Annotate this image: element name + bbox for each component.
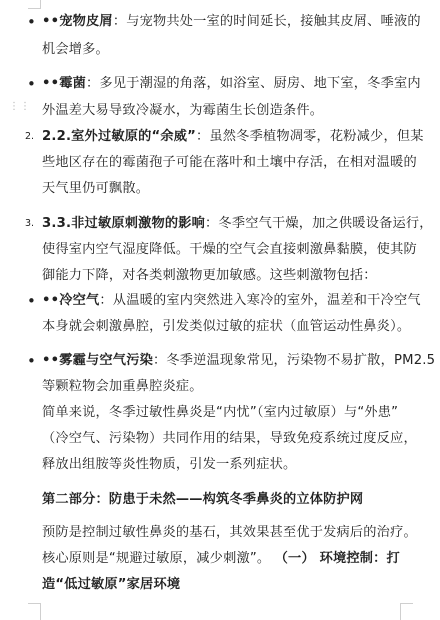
list-item-text: 本身就会刺激鼻腔，引发类似过敏的症状（血管运动性鼻炎）。 — [42, 319, 411, 334]
summary-paragraph-line: 简单来说，冬季过敏性鼻炎是“内忧”（室内过敏原）与“外患” — [42, 405, 399, 420]
summary-paragraph-line: （冷空气、污染物）共同作用的结果，导致免疫系统过度反应， — [42, 431, 417, 446]
list-item-text: 机会增多。 — [42, 42, 109, 57]
list-item-text: ：与宠物共处一室的时间延长，接触其皮屑、唾液的 — [112, 14, 421, 29]
list-item-line — [42, 180, 149, 198]
intro-paragraph-line — [42, 550, 400, 568]
intro-paragraph-line: 预防是控制过敏性鼻炎的基石，其效果甚至优于发病后的治疗。 — [42, 525, 417, 540]
list-bullet: • — [27, 352, 36, 370]
list-item-text: 外温差大易导致冷凝水，为霉菌生长创造条件。 — [42, 103, 324, 118]
page-corner-mark — [28, 0, 41, 9]
list-item-line — [42, 154, 417, 172]
list-item-line — [42, 75, 421, 93]
list-item-text: ：从温暖的室内突然进入寒冷的室外，温差和干冷空气 — [99, 293, 421, 308]
drag-handle-icon[interactable]: ⋮⋮ — [9, 101, 31, 112]
list-number: 3. — [25, 218, 35, 229]
intro-text: 核心原则是“规避过敏原，减少刺激”。 — [42, 551, 271, 566]
list-item-text: ：冬季逆温现象常见，污染物不易扩散，PM2.5 — [152, 353, 436, 368]
list-item-text: ：虽然冬季植物凋零，花粉减少，但某 — [196, 129, 424, 144]
list-item-term: ••宠物皮屑 — [42, 14, 113, 29]
list-item-term: ••霉菌 — [42, 76, 87, 91]
list-item-text: 些地区存在的霉菌孢子可能在落叶和土壤中存活，在相对温暖的 — [42, 155, 417, 170]
list-bullet: • — [27, 75, 36, 93]
list-bullet: • — [27, 13, 36, 31]
list-item-line — [42, 267, 377, 285]
list-item-text: 御能力下降，对各类刺激物更加敏感。这些刺激物包括： — [42, 268, 377, 283]
page-corner-mark — [28, 603, 41, 620]
list-item-term: ••冷空气 — [42, 293, 100, 308]
list-item-line — [42, 102, 323, 120]
page-corner-mark — [400, 603, 413, 620]
subheading: 造“低过敏原”家居环境 — [42, 577, 181, 592]
list-item-line — [42, 318, 410, 336]
section-heading: 第二部分：防患于未然——构筑冬季鼻炎的立体防护网 — [42, 492, 364, 507]
list-item-text: 等颗粒物会加重鼻腔炎症。 — [42, 379, 203, 394]
list-item-line — [42, 13, 421, 31]
list-item-text: 使得室内空气湿度降低。干燥的空气会直接刺激鼻黏膜，使其防 — [42, 242, 417, 257]
list-item-line — [42, 41, 109, 59]
subheading: （一） 环境控制：打 — [274, 551, 400, 566]
list-number: 2. — [25, 131, 35, 142]
list-item-line — [42, 128, 424, 146]
list-item-text: ：多见于潮湿的角落，如浴室、厨房、地下室，冬季室内 — [86, 76, 421, 91]
summary-paragraph-line: 释放出组胺等炎性物质，引发一系列症状。 — [42, 457, 297, 472]
list-item-line — [42, 378, 203, 396]
list-item-term: 3.3.非过敏原刺激物的影响 — [42, 216, 206, 231]
list-bullet: • — [27, 292, 36, 310]
list-item-text: ：冬季空气干燥，加之供暖设备运行， — [205, 216, 433, 231]
list-item-line — [42, 215, 433, 233]
list-item-line — [42, 292, 421, 310]
list-item-line — [42, 241, 417, 259]
list-item-line — [42, 352, 435, 370]
list-item-term: ••雾霾与空气污染 — [42, 353, 153, 368]
list-item-term: 2.2.室外过敏原的“余威” — [42, 129, 197, 144]
list-item-text: 天气里仍可飘散。 — [42, 181, 150, 196]
